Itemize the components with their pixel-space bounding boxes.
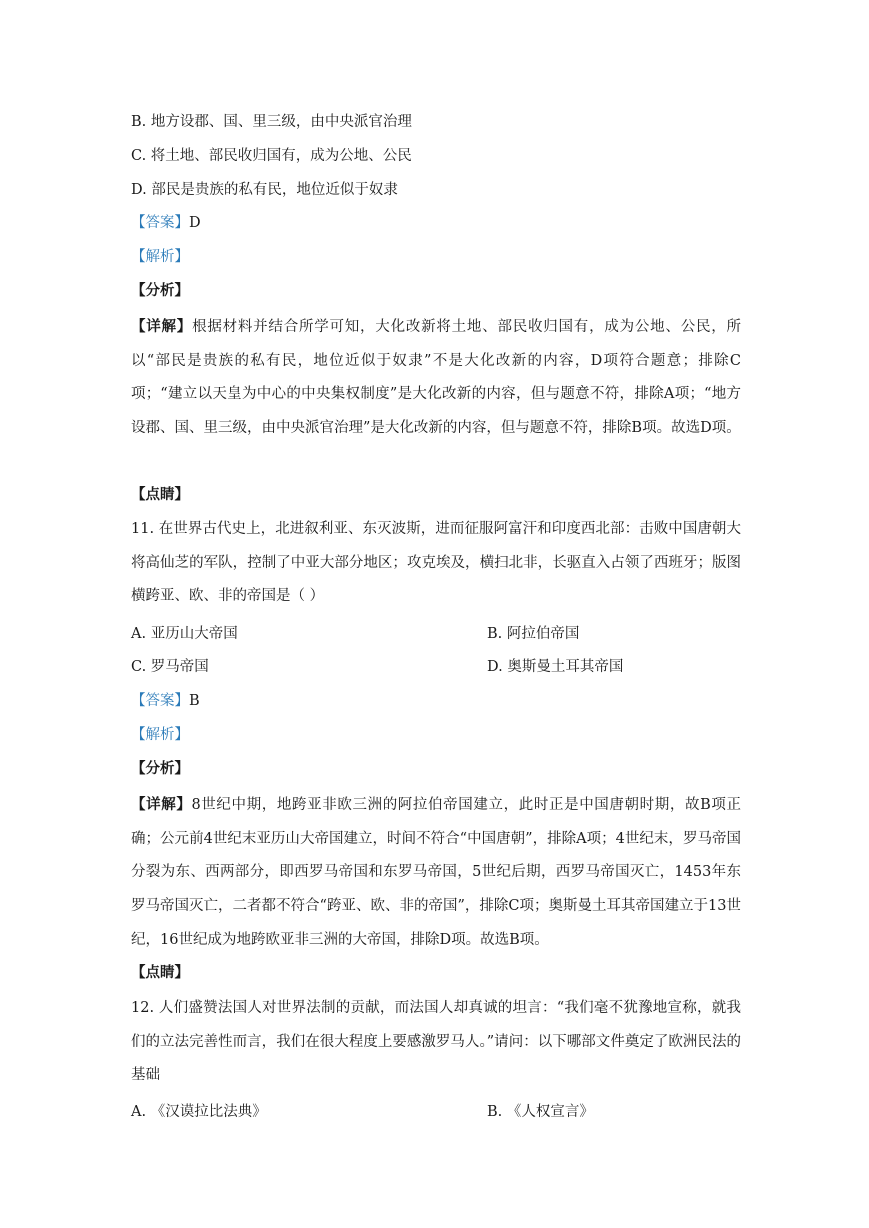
q11-answer	[131, 691, 200, 711]
q11-option-c: C. 罗马帝国	[131, 659, 209, 675]
q11-answer-value: B	[189, 693, 200, 709]
q10-fenxi-tag: 【分析】	[131, 282, 189, 299]
q10-option-b: B. 地方设郡、国、里三级，由中央派官治理	[131, 114, 412, 130]
q10-analysis-tag: 【解析】	[131, 249, 189, 265]
q10-detail-text: 根据材料并结合所学可知，大化改新将土地、部民收归国有，成为公地、公民，所以“部民是贵族的私有民，地位近似于奴隶”不是大化改新的内容，D项符合题意；排除C项；“建立以天皇为中心的中央集权制度”是大化改新的内容，但与题意不符，排除A项；“地方设郡、国、里三级，由中央派官治理”是大化改新的内容，但与题意不符，排除B项。故选D项。	[131, 319, 741, 437]
q11-dianjing-tag: 【点睛】	[131, 964, 189, 981]
q11-analysis-tag: 【解析】	[131, 727, 189, 743]
q12-stem: 12. 人们盛赞法国人对世界法制的贡献，而法国人却真诚的坦言：“我们毫不犹豫地宣称，就我们的立法完善性而言，我们在很大程度上要感激罗马人。”请问：以下哪部文件奠定了欧洲民法的基础	[131, 1000, 741, 1084]
q11-answer-tag: 【答案】	[131, 693, 189, 709]
q12-option-b: B. 《人权宣言》	[487, 1104, 594, 1120]
q10-answer	[131, 213, 201, 233]
q11-option-d: D. 奥斯曼土耳其帝国	[487, 659, 624, 675]
q11-option-b: B. 阿拉伯帝国	[487, 626, 580, 642]
q10-option-d: D. 部民是贵族的私有民，地位近似于奴隶	[131, 182, 398, 198]
q11-fenxi-tag: 【分析】	[131, 760, 189, 777]
q10-detail-tag: 【详解】	[131, 318, 193, 335]
q10-option-c: C. 将土地、部民收归国有，成为公地、公民	[131, 148, 412, 164]
q11-detail-tag: 【详解】	[131, 796, 192, 813]
q11-stem: 11. 在世界古代史上，北进叙利亚、东灭波斯，进而征服阿富汗和印度西北部：击败中国唐朝大将高仙芝的军队，控制了中亚大部分地区；攻克埃及，横扫北非，长驱直入占领了西班牙；版图横跨亚、欧、非的帝国是（ ）	[131, 521, 741, 605]
q11-detail-text: 8世纪中期，地跨亚非欧三洲的阿拉伯帝国建立，此时正是中国唐朝时期，故B项正确；公元前4世纪末亚历山大帝国建立，时间不符合“中国唐朝”，排除A项；4世纪末，罗马帝国分裂为东、西两部分，即西罗马帝国和东罗马帝国，5世纪后期，西罗马帝国灭亡，1453年东罗马帝国灭亡，二者都不符合“跨亚、欧、非的帝国”，排除C项；奥斯曼土耳其帝国建立于13世纪，16世纪成为地跨欧亚非三洲的大帝国，排除D项。故选B项。	[131, 797, 741, 948]
q11-option-a: A. 亚历山大帝国	[131, 626, 238, 642]
q12-option-a: A. 《汉谟拉比法典》	[131, 1104, 267, 1120]
q11-detail	[131, 788, 741, 958]
q10-answer-tag: 【答案】	[131, 215, 189, 231]
q10-dianjing-tag: 【点睛】	[131, 486, 189, 503]
q10-detail	[131, 310, 741, 446]
q10-answer-value: D	[189, 215, 201, 231]
